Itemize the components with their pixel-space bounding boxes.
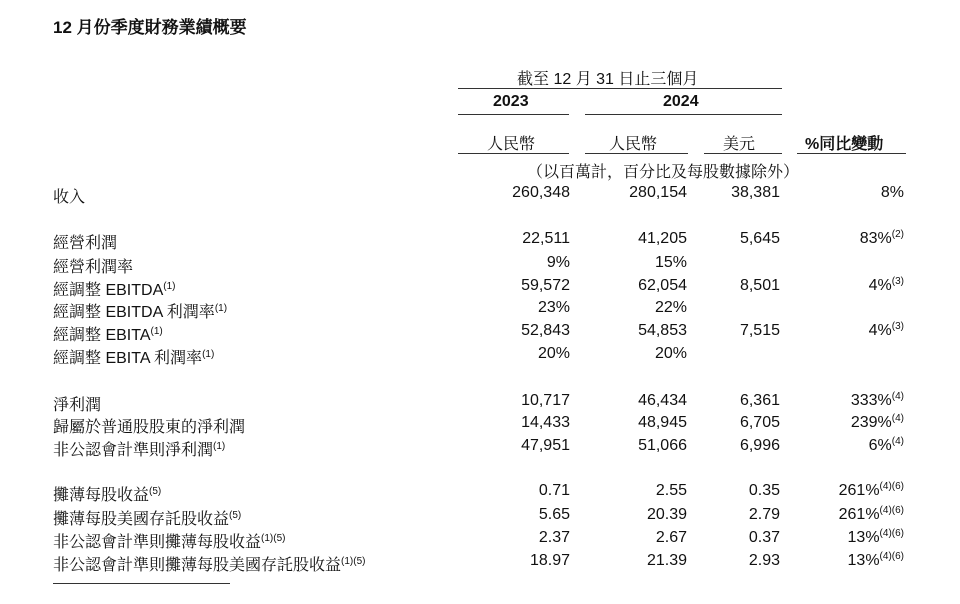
cell-value: 48,945 — [638, 414, 687, 431]
footnote-ref: (1) — [202, 349, 215, 360]
footnote-ref: (4) — [891, 436, 904, 447]
row-label — [53, 230, 117, 253]
cell-value: 6,996 — [739, 437, 780, 454]
cell-v2024-usd — [740, 392, 780, 410]
cell-yoy — [869, 437, 904, 455]
cell-value: 13% — [847, 552, 880, 569]
period-header: 截至 12 月 31 日止三個月 — [517, 71, 699, 88]
row-label-text: 經調整 EBITDA — [53, 282, 164, 299]
cell-yoy — [839, 482, 904, 500]
cell-yoy — [851, 392, 904, 410]
cell-v2023 — [521, 322, 570, 340]
cell-value: 15% — [654, 254, 687, 271]
footnote-ref: (5) — [229, 510, 242, 521]
footnote-ref: (4)(6) — [879, 481, 904, 492]
cell-v2024-rmb — [638, 414, 687, 432]
cell-value: 0.35 — [748, 482, 780, 499]
cell-value: 8% — [880, 184, 904, 201]
cell-v2023 — [538, 299, 570, 317]
cell-v2023 — [521, 437, 570, 455]
cell-v2024-usd — [749, 529, 780, 547]
cell-v2024-usd — [749, 506, 780, 524]
cell-value: 0.37 — [748, 529, 780, 546]
rule-c4 — [797, 153, 906, 154]
cell-value: 4% — [868, 322, 892, 339]
footnote-ref: (2) — [891, 229, 904, 240]
row-label-text: 攤薄每股收益 — [53, 487, 150, 504]
row-label — [53, 506, 241, 529]
cell-value: 20% — [654, 345, 687, 362]
cell-value: 51,066 — [638, 437, 687, 454]
row-label-text: 淨利潤 — [53, 397, 102, 414]
cell-v2024-usd — [740, 322, 780, 340]
cell-value: 83% — [859, 230, 892, 247]
cell-v2024-usd — [749, 552, 780, 570]
cell-v2023 — [538, 345, 570, 363]
cell-value: 6,361 — [739, 392, 780, 409]
cell-v2024-rmb — [638, 277, 687, 295]
cell-value: 260,348 — [512, 184, 570, 201]
cell-value: 10,717 — [521, 392, 570, 409]
cell-v2024-rmb — [629, 184, 687, 202]
row-label-text: 非公認會計準則淨利潤 — [53, 442, 214, 459]
footnote-ref: (3) — [891, 276, 904, 287]
cell-value: 47,951 — [521, 437, 570, 454]
cell-value: 54,853 — [638, 322, 687, 339]
row-label — [53, 345, 214, 368]
cell-v2024-usd — [740, 230, 780, 248]
cell-v2023 — [521, 392, 570, 410]
cell-v2024-rmb — [647, 506, 687, 524]
cell-v2024-rmb — [647, 552, 687, 570]
cell-value: 2.37 — [538, 529, 570, 546]
cell-value: 5,645 — [739, 230, 780, 247]
cell-yoy — [869, 277, 904, 295]
cell-value: 41,205 — [638, 230, 687, 247]
cell-value: 22% — [654, 299, 687, 316]
row-label-text: 收入 — [53, 189, 86, 206]
row-label — [53, 254, 133, 277]
footnote-ref: (5) — [149, 486, 162, 497]
year-2023-rule — [458, 114, 569, 115]
cell-v2023 — [522, 230, 570, 248]
cell-value: 14,433 — [521, 414, 570, 431]
row-label-text: 經營利潤 — [53, 235, 118, 252]
cell-value: 2.79 — [748, 506, 780, 523]
row-label — [53, 277, 175, 300]
cell-v2023 — [547, 254, 570, 272]
footnote-ref: (1) — [214, 303, 228, 314]
cell-v2024-rmb — [638, 230, 687, 248]
cell-value: 23% — [537, 299, 570, 316]
units-note: （以百萬計，百分比及每股數據除外） — [527, 164, 800, 181]
year-2024-rule — [585, 114, 782, 115]
cell-v2023 — [530, 552, 570, 570]
cell-value: 0.71 — [538, 482, 570, 499]
cell-value: 280,154 — [629, 184, 687, 201]
cell-value: 333% — [850, 392, 892, 409]
cell-v2023 — [539, 506, 570, 524]
cell-v2024-usd — [740, 277, 780, 295]
cell-value: 6,705 — [739, 414, 780, 431]
row-label — [53, 414, 245, 437]
cell-v2023 — [539, 482, 570, 500]
period-rule — [458, 88, 782, 89]
cell-v2024-rmb — [655, 254, 687, 272]
cell-v2024-usd — [731, 184, 780, 202]
cell-v2024-rmb — [638, 437, 687, 455]
cell-value: 261% — [838, 482, 880, 499]
cell-value: 261% — [838, 506, 880, 523]
cell-v2024-usd — [740, 437, 780, 455]
rule-c3 — [704, 153, 782, 154]
footnote-ref: (4)(6) — [879, 528, 904, 539]
cell-yoy — [848, 552, 904, 570]
cell-value: 4% — [868, 277, 892, 294]
currency-rmb-2024: 人民幣 — [609, 136, 658, 153]
cell-v2023 — [521, 414, 570, 432]
year-2023: 2023 — [493, 93, 529, 110]
footnote-ref: (4)(6) — [879, 551, 904, 562]
cell-value: 59,572 — [521, 277, 570, 294]
currency-rmb-2023: 人民幣 — [487, 136, 536, 153]
row-label-text: 經調整 EBITDA 利潤率 — [53, 304, 215, 321]
yoy-header: %同比變動 — [805, 136, 884, 153]
row-label — [53, 529, 285, 552]
cell-v2023 — [512, 184, 570, 202]
cell-value: 22,511 — [522, 230, 570, 247]
cell-value: 13% — [847, 529, 880, 546]
cell-value: 2.55 — [655, 482, 687, 499]
row-label — [53, 184, 85, 207]
cell-yoy — [851, 414, 904, 432]
footnote-ref: (1) — [150, 326, 163, 337]
cell-v2024-rmb — [656, 482, 687, 500]
cell-value: 7,515 — [739, 322, 780, 339]
row-label — [53, 392, 101, 415]
cell-value: 5.65 — [538, 506, 570, 523]
cell-value: 9% — [546, 254, 570, 271]
cell-v2024-usd — [740, 414, 780, 432]
cell-v2023 — [539, 529, 570, 547]
cell-yoy — [881, 184, 904, 202]
row-label-text: 攤薄每股美國存託股收益 — [53, 511, 230, 528]
currency-usd-2024: 美元 — [723, 136, 756, 153]
row-label-text: 經營利潤率 — [53, 259, 134, 276]
cell-yoy — [839, 506, 904, 524]
footnote-ref: (1)(5) — [341, 556, 366, 567]
cell-v2023 — [521, 277, 570, 295]
rule-c1 — [458, 153, 569, 154]
row-label-text: 非公認會計準則攤薄每股收益 — [53, 534, 262, 551]
cell-yoy — [869, 322, 904, 340]
row-label — [53, 482, 161, 505]
cell-value: 6% — [868, 437, 892, 454]
footnote-ref: (3) — [891, 321, 904, 332]
rule-c2 — [585, 153, 688, 154]
row-label — [53, 299, 227, 322]
cell-v2024-rmb — [655, 345, 687, 363]
year-2024: 2024 — [663, 93, 699, 110]
cell-v2024-rmb — [656, 529, 687, 547]
footnote-ref: (4) — [891, 391, 904, 402]
row-label-text: 歸屬於普通股股東的淨利潤 — [53, 419, 246, 436]
cell-yoy — [848, 529, 904, 547]
cell-value: 2.93 — [748, 552, 780, 569]
footnote-ref: (4)(6) — [879, 505, 904, 516]
cell-value: 20% — [537, 345, 570, 362]
footnote-rule — [53, 583, 230, 584]
footnote-ref: (1) — [163, 281, 176, 292]
footnote-ref: (1) — [213, 441, 226, 452]
cell-v2024-rmb — [638, 392, 687, 410]
cell-v2024-usd — [749, 482, 780, 500]
row-label — [53, 322, 163, 345]
row-label-text: 非公認會計準則攤薄每股美國存託股收益 — [53, 557, 342, 574]
row-label-text: 經調整 EBITA — [53, 327, 151, 344]
cell-value: 18.97 — [529, 552, 570, 569]
cell-v2024-rmb — [638, 322, 687, 340]
cell-value: 239% — [850, 414, 892, 431]
cell-v2024-rmb — [655, 299, 687, 317]
footnote-ref: (4) — [891, 413, 904, 424]
cell-value: 21.39 — [646, 552, 687, 569]
cell-value: 62,054 — [638, 277, 687, 294]
footnote-ref: (1)(5) — [261, 533, 286, 544]
cell-value: 38,381 — [731, 184, 780, 201]
row-label-text: 經調整 EBITA 利潤率 — [53, 350, 203, 367]
cell-value: 2.67 — [655, 529, 687, 546]
page-title: 12 月份季度財務業績概要 — [53, 18, 247, 37]
cell-yoy — [860, 230, 904, 248]
row-label — [53, 552, 365, 575]
cell-value: 8,501 — [739, 277, 780, 294]
cell-value: 20.39 — [646, 506, 687, 523]
cell-value: 46,434 — [638, 392, 687, 409]
cell-value: 52,843 — [521, 322, 570, 339]
row-label — [53, 437, 225, 460]
